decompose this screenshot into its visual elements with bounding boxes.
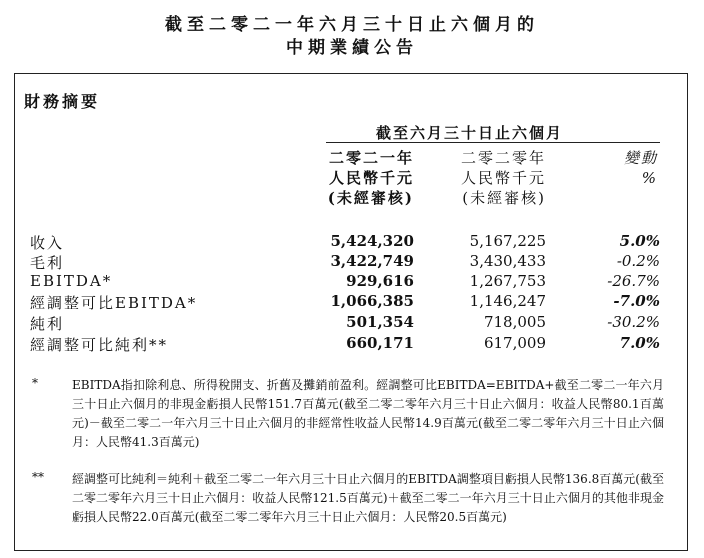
- col-2021-unit: 人民幣千元: [328, 169, 414, 187]
- row-label: 收入: [30, 234, 65, 252]
- row-value-2021: 501,354: [346, 313, 414, 331]
- table-row: [0, 313, 704, 332]
- col-2021-note: (未經審核): [327, 189, 414, 207]
- row-value-2021: 929,616: [346, 272, 414, 290]
- period-underline: [326, 142, 660, 143]
- note-mark: **: [32, 470, 44, 484]
- row-value-2020: 1,146,247: [469, 292, 546, 310]
- table-row: [0, 232, 704, 251]
- col-2020-note: (未經審核): [462, 189, 546, 207]
- row-change: 7.0%: [619, 334, 660, 352]
- col-change-unit: %: [641, 169, 658, 187]
- row-change: -30.2%: [607, 313, 660, 331]
- row-value-2021: 3,422,749: [330, 252, 414, 270]
- row-label: 純利: [30, 315, 65, 333]
- row-value-2020: 3,430,433: [469, 252, 546, 270]
- section-title: 財務摘要: [24, 92, 101, 111]
- title-line-2: 中期業績公告: [286, 38, 418, 58]
- title-line-1: 截至二零二一年六月三十日止六個月的: [165, 15, 539, 35]
- col-2021-year: 二零二一年: [328, 149, 414, 167]
- row-label: 經調整可比純利**: [30, 336, 169, 354]
- row-change: -26.7%: [607, 272, 660, 290]
- row-value-2021: 660,171: [346, 334, 414, 352]
- row-change: -7.0%: [613, 292, 660, 310]
- row-value-2021: 5,424,320: [330, 232, 414, 250]
- row-value-2020: 5,167,225: [469, 232, 546, 250]
- row-value-2020: 718,005: [483, 313, 546, 331]
- col-2020-unit: 人民幣千元: [460, 169, 546, 187]
- row-label: EBITDA*: [30, 272, 113, 290]
- note-mark: *: [32, 376, 38, 390]
- row-value-2021: 1,066,385: [330, 292, 414, 310]
- row-change: -0.2%: [616, 252, 660, 270]
- table-row: [0, 272, 704, 291]
- row-value-2020: 617,009: [483, 334, 546, 352]
- row-label: 經調整可比EBITDA*: [30, 294, 198, 312]
- table-row: [0, 252, 704, 271]
- table-row: [0, 292, 704, 311]
- col-2020-year: 二零二零年: [460, 149, 546, 167]
- row-value-2020: 1,267,753: [469, 272, 546, 290]
- note-text: EBITDA指扣除利息、所得稅開支、折舊及攤銷前盈利。經調整可比EBITDA=EBITDA+截至二零二一年六月三十日止六個月的非現金虧損人民幣151.7百萬元(截至二零二零年六月三十日止六個月：收益人民幣80.1百萬元)－截至二零二一年六月三十日止六個月的非經常性收益人民幣14.9百萬元(截至二零二零年六月三十日止六個月：人民幣41.3百萬元): [72, 378, 664, 449]
- table-row: [0, 334, 704, 353]
- period-header: 截至六月三十日止六個月: [376, 124, 564, 142]
- row-label: 毛利: [30, 254, 65, 272]
- row-change: 5.0%: [619, 232, 660, 250]
- note-text: 經調整可比純利＝純利＋截至二零二一年六月三十日止六個月的EBITDA調整項目虧損人民幣136.8百萬元(截至二零二零年六月三十日止六個月：收益人民幣121.5百萬元)＋截至二零二一年六月三十日止六個月的其他非現金虧損人民幣22.0百萬元(截至二零二零年六月三十日止六個月：人民幣20.5百萬元): [72, 472, 664, 524]
- col-change-title: 變動: [623, 149, 658, 167]
